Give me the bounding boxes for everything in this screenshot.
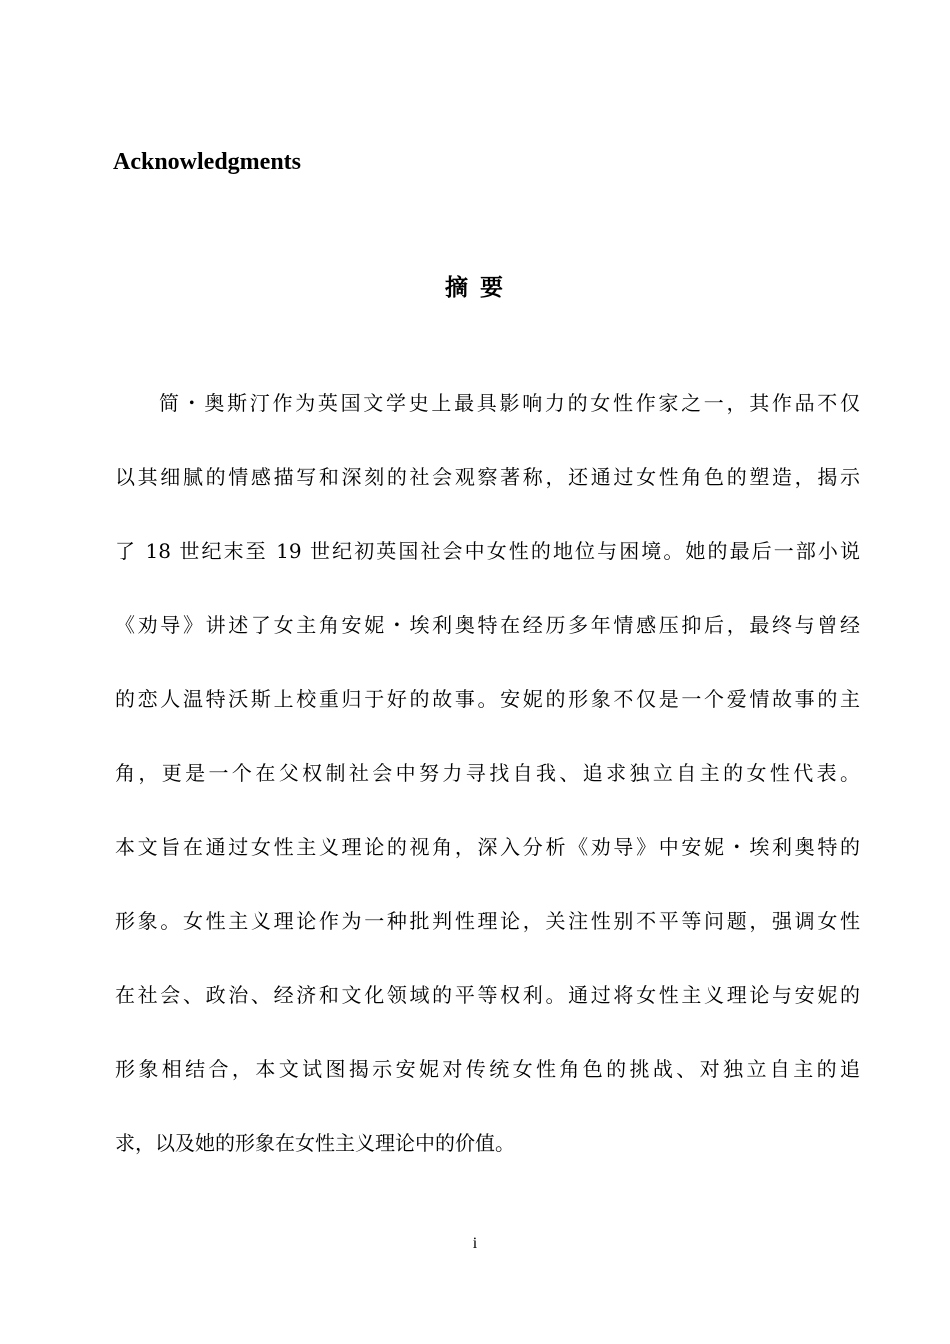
abstract-line: 形象相结合，本文试图揭示安妮对传统女性角色的挑战、对独立自主的追	[115, 1057, 860, 1081]
abstract-line: 的恋人温特沃斯上校重归于好的故事。安妮的形象不仅是一个爱情故事的主	[115, 687, 860, 711]
abstract-line: 以其细腻的情感描写和深刻的社会观察著称，还通过女性角色的塑造，揭示	[115, 465, 860, 489]
acknowledgments-heading: Acknowledgments	[113, 149, 302, 175]
abstract-line: 形象。女性主义理论作为一种批判性理论，关注性别不平等问题，强调女性	[115, 909, 860, 933]
abstract-line: 角，更是一个在父权制社会中努力寻找自我、追求独立自主的女性代表。	[115, 761, 860, 785]
abstract-body	[115, 366, 860, 1180]
abstract-line: 在社会、政治、经济和文化领域的平等权利。通过将女性主义理论与安妮的	[115, 983, 860, 1007]
page-number: i	[472, 1235, 478, 1252]
abstract-line: 《劝导》讲述了女主角安妮・埃利奥特在经历多年情感压抑后，最终与曾经	[115, 613, 860, 637]
abstract-line: 了 18 世纪末至 19 世纪初英国社会中女性的地位与困境。她的最后一部小说	[115, 539, 860, 563]
abstract-line: 本文旨在通过女性主义理论的视角，深入分析《劝导》中安妮・埃利奥特的	[115, 835, 860, 859]
abstract-title: 摘 要	[444, 275, 505, 301]
abstract-line: 简・奥斯汀作为英国文学史上最具影响力的女性作家之一，其作品不仅	[159, 391, 860, 415]
abstract-line: 求，以及她的形象在女性主义理论中的价值。	[115, 1131, 515, 1155]
